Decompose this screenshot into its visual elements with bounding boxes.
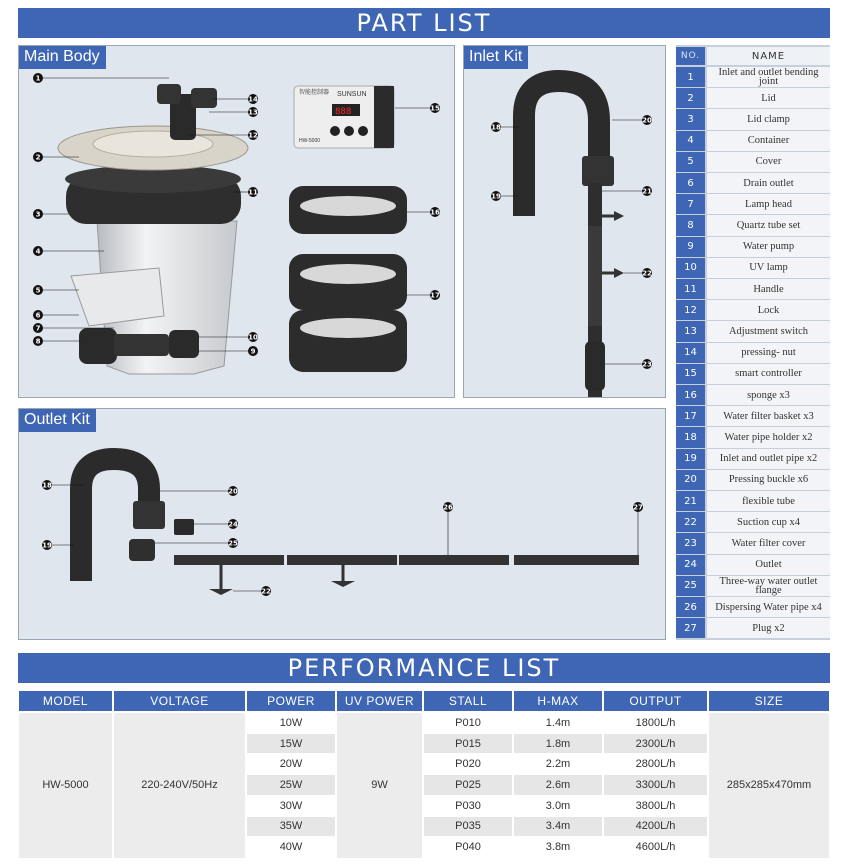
performance-table: [18, 691, 830, 858]
part-name: smart controller: [707, 364, 830, 384]
callout-number: 5: [35, 286, 41, 295]
part-number: 4: [676, 131, 705, 151]
part-number: 15: [676, 364, 705, 384]
callout-number: 22: [642, 269, 652, 278]
callout-number: 15: [430, 104, 440, 113]
callout-number: 4: [35, 247, 41, 256]
perf-cell-output: 3800L/h: [604, 796, 707, 816]
parts-table-row: [676, 109, 830, 129]
part-name: flexible tube: [707, 491, 830, 511]
controller-model: HW-5000: [299, 138, 321, 144]
part-list-banner: PART LIST: [18, 8, 830, 38]
perf-uv-power: 9W: [337, 713, 422, 858]
part-name: Pressing buckle x6: [707, 470, 830, 490]
part-name: Three-way water outlet flange: [707, 576, 830, 596]
callout-number: 16: [430, 208, 440, 217]
part-name: Outlet: [707, 555, 830, 575]
callout-number: 27: [633, 503, 643, 512]
parts-table-row: [676, 67, 830, 87]
parts-table-row: [676, 364, 830, 384]
parts-table-header: [676, 47, 830, 65]
part-name: Lock: [707, 300, 830, 320]
parts-table-row: [676, 597, 830, 617]
perf-cell-stall: P025: [424, 775, 512, 795]
part-number: 3: [676, 109, 705, 129]
perf-cell-power: 40W: [247, 837, 335, 857]
part-number: 24: [676, 555, 705, 575]
perf-cell-hmax: 1.8m: [514, 734, 602, 754]
perf-cell-hmax: 2.2m: [514, 754, 602, 774]
callout-number: 11: [248, 188, 258, 197]
svg-text:888: 888: [335, 107, 352, 117]
parts-table-row: [676, 576, 830, 596]
perf-voltage: 220-240V/50Hz: [114, 713, 245, 858]
callout-number: 19: [42, 541, 52, 550]
perf-cell-stall: P015: [424, 734, 512, 754]
perf-header-output: OUTPUT: [604, 691, 707, 711]
callout-number: 18: [491, 123, 501, 132]
part-name: Water pipe holder x2: [707, 427, 830, 447]
controller-label-cn: 智能控制器: [299, 89, 330, 96]
callout-number: 23: [642, 360, 652, 369]
parts-header-name: NAME: [707, 47, 830, 65]
perf-cell-output: 4600L/h: [604, 837, 707, 857]
perf-header-voltage: VOLTAGE: [114, 691, 245, 711]
part-number: 11: [676, 279, 705, 299]
part-number: 23: [676, 533, 705, 553]
part-number: 22: [676, 512, 705, 532]
main-body-title: Main Body: [19, 46, 106, 69]
parts-table-row: [676, 406, 830, 426]
part-number: 26: [676, 597, 705, 617]
part-name: Drain outlet: [707, 173, 830, 193]
part-number: 13: [676, 321, 705, 341]
part-number: 25: [676, 576, 705, 596]
parts-table-row: [676, 449, 830, 469]
perf-cell-power: 20W: [247, 754, 335, 774]
main-body-panel: [18, 45, 455, 398]
part-name: Cover: [707, 152, 830, 172]
part-number: 17: [676, 406, 705, 426]
perf-cell-stall: P020: [424, 754, 512, 774]
parts-table-row: [676, 618, 830, 638]
perf-cell-hmax: 3.0m: [514, 796, 602, 816]
callout-number: 7: [35, 324, 41, 333]
parts-table-row: [676, 512, 830, 532]
part-number: 1: [676, 67, 705, 87]
parts-table-row: [676, 131, 830, 151]
part-name: Inlet and outlet pipe x2: [707, 449, 830, 469]
callout-number: 8: [35, 337, 41, 346]
parts-table-row: [676, 300, 830, 320]
callout-number: 18: [42, 481, 52, 490]
parts-table-row: [676, 491, 830, 511]
callout-number: 21: [642, 187, 652, 196]
perf-header-power: POWER: [247, 691, 335, 711]
part-name: Inlet and outlet bending joint: [707, 67, 830, 87]
callout-number: 2: [35, 153, 41, 162]
part-name: Suction cup x4: [707, 512, 830, 532]
perf-cell-stall: P040: [424, 837, 512, 857]
part-name: Handle: [707, 279, 830, 299]
callout-number: 10: [248, 333, 258, 342]
parts-table-row: [676, 215, 830, 235]
part-name: Water filter cover: [707, 533, 830, 553]
perf-cell-output: 1800L/h: [604, 713, 707, 733]
parts-table-row: [676, 343, 830, 363]
perf-size: 285x285x470mm: [709, 713, 829, 858]
perf-cell-output: 4200L/h: [604, 817, 707, 837]
callout-number: 12: [248, 131, 258, 140]
parts-table-row: [676, 279, 830, 299]
perf-cell-hmax: 3.4m: [514, 817, 602, 837]
part-number: 7: [676, 194, 705, 214]
part-name: pressing- nut: [707, 343, 830, 363]
perf-cell-stall: P030: [424, 796, 512, 816]
perf-cell-hmax: 1.4m: [514, 713, 602, 733]
inlet-kit-panel: [463, 45, 666, 398]
performance-list-banner: PERFORMANCE LIST: [18, 653, 830, 683]
parts-table-row: [676, 470, 830, 490]
perf-header-stall: STALL: [424, 691, 512, 711]
inlet-kit-illustration: [464, 46, 666, 398]
part-number: 5: [676, 152, 705, 172]
perf-cell-hmax: 2.6m: [514, 775, 602, 795]
callout-number: 19: [491, 192, 501, 201]
perf-cell-stall: P035: [424, 817, 512, 837]
callout-number: 22: [261, 587, 271, 596]
parts-table-row: [676, 555, 830, 575]
outlet-kit-title: Outlet Kit: [19, 409, 96, 432]
callout-number: 20: [642, 116, 652, 125]
parts-table-row: [676, 385, 830, 405]
part-number: 18: [676, 427, 705, 447]
perf-cell-output: 3300L/h: [604, 775, 707, 795]
perf-model: HW-5000: [19, 713, 112, 858]
inlet-kit-title: Inlet Kit: [464, 46, 528, 69]
callout-number: 9: [250, 347, 256, 356]
part-name: Water pump: [707, 237, 830, 257]
perf-header-uv-power: UV POWER: [337, 691, 422, 711]
parts-table-row: [676, 258, 830, 278]
callout-number: 26: [443, 503, 453, 512]
callout-number: 25: [228, 539, 238, 548]
part-name: Dispersing Water pipe x4: [707, 597, 830, 617]
part-number: 6: [676, 173, 705, 193]
perf-cell-power: 15W: [247, 734, 335, 754]
parts-table-row: [676, 237, 830, 257]
callout-number: 17: [430, 291, 440, 300]
perf-cell-power: 30W: [247, 796, 335, 816]
part-number: 21: [676, 491, 705, 511]
part-name: Lamp head: [707, 194, 830, 214]
callout-number: 6: [35, 311, 41, 320]
perf-cell-stall: P010: [424, 713, 512, 733]
part-number: 19: [676, 449, 705, 469]
part-number: 9: [676, 237, 705, 257]
part-name: Lid clamp: [707, 109, 830, 129]
outlet-kit-panel: [18, 408, 666, 640]
callout-number: 14: [248, 95, 258, 104]
controller-brand: SUNSUN: [337, 91, 367, 98]
part-name: Quartz tube set: [707, 215, 830, 235]
parts-header-no: NO.: [676, 47, 705, 65]
perf-cell-hmax: 3.8m: [514, 837, 602, 857]
parts-table-row: [676, 533, 830, 553]
part-number: 8: [676, 215, 705, 235]
part-number: 16: [676, 385, 705, 405]
part-number: 10: [676, 258, 705, 278]
part-number: 20: [676, 470, 705, 490]
outlet-kit-illustration: [19, 409, 666, 640]
callout-number: 3: [35, 210, 41, 219]
part-name: Plug x2: [707, 618, 830, 638]
part-number: 12: [676, 300, 705, 320]
perf-cell-output: 2800L/h: [604, 754, 707, 774]
callout-number: 13: [248, 108, 258, 117]
perf-cell-output: 2300L/h: [604, 734, 707, 754]
parts-table-row: [676, 152, 830, 172]
parts-table-row: [676, 321, 830, 341]
parts-table-row: [676, 88, 830, 108]
part-number: 14: [676, 343, 705, 363]
part-name: Water filter basket x3: [707, 406, 830, 426]
main-body-illustration: [19, 46, 455, 398]
part-name: sponge x3: [707, 385, 830, 405]
perf-header-size: SIZE: [709, 691, 829, 711]
parts-table-row: [676, 427, 830, 447]
part-name: Lid: [707, 88, 830, 108]
perf-header-model: MODEL: [19, 691, 112, 711]
parts-table-row: [676, 194, 830, 214]
callout-number: 20: [228, 487, 238, 496]
callout-number: 24: [228, 520, 238, 529]
part-name: Adjustment switch: [707, 321, 830, 341]
part-number: 27: [676, 618, 705, 638]
part-name: Container: [707, 131, 830, 151]
callout-number: 1: [35, 74, 41, 83]
perf-cell-power: 35W: [247, 817, 335, 837]
perf-cell-power: 10W: [247, 713, 335, 733]
perf-cell-power: 25W: [247, 775, 335, 795]
parts-table: [676, 45, 830, 640]
perf-header-h-max: H-MAX: [514, 691, 602, 711]
parts-table-row: [676, 173, 830, 193]
part-name: UV lamp: [707, 258, 830, 278]
part-number: 2: [676, 88, 705, 108]
